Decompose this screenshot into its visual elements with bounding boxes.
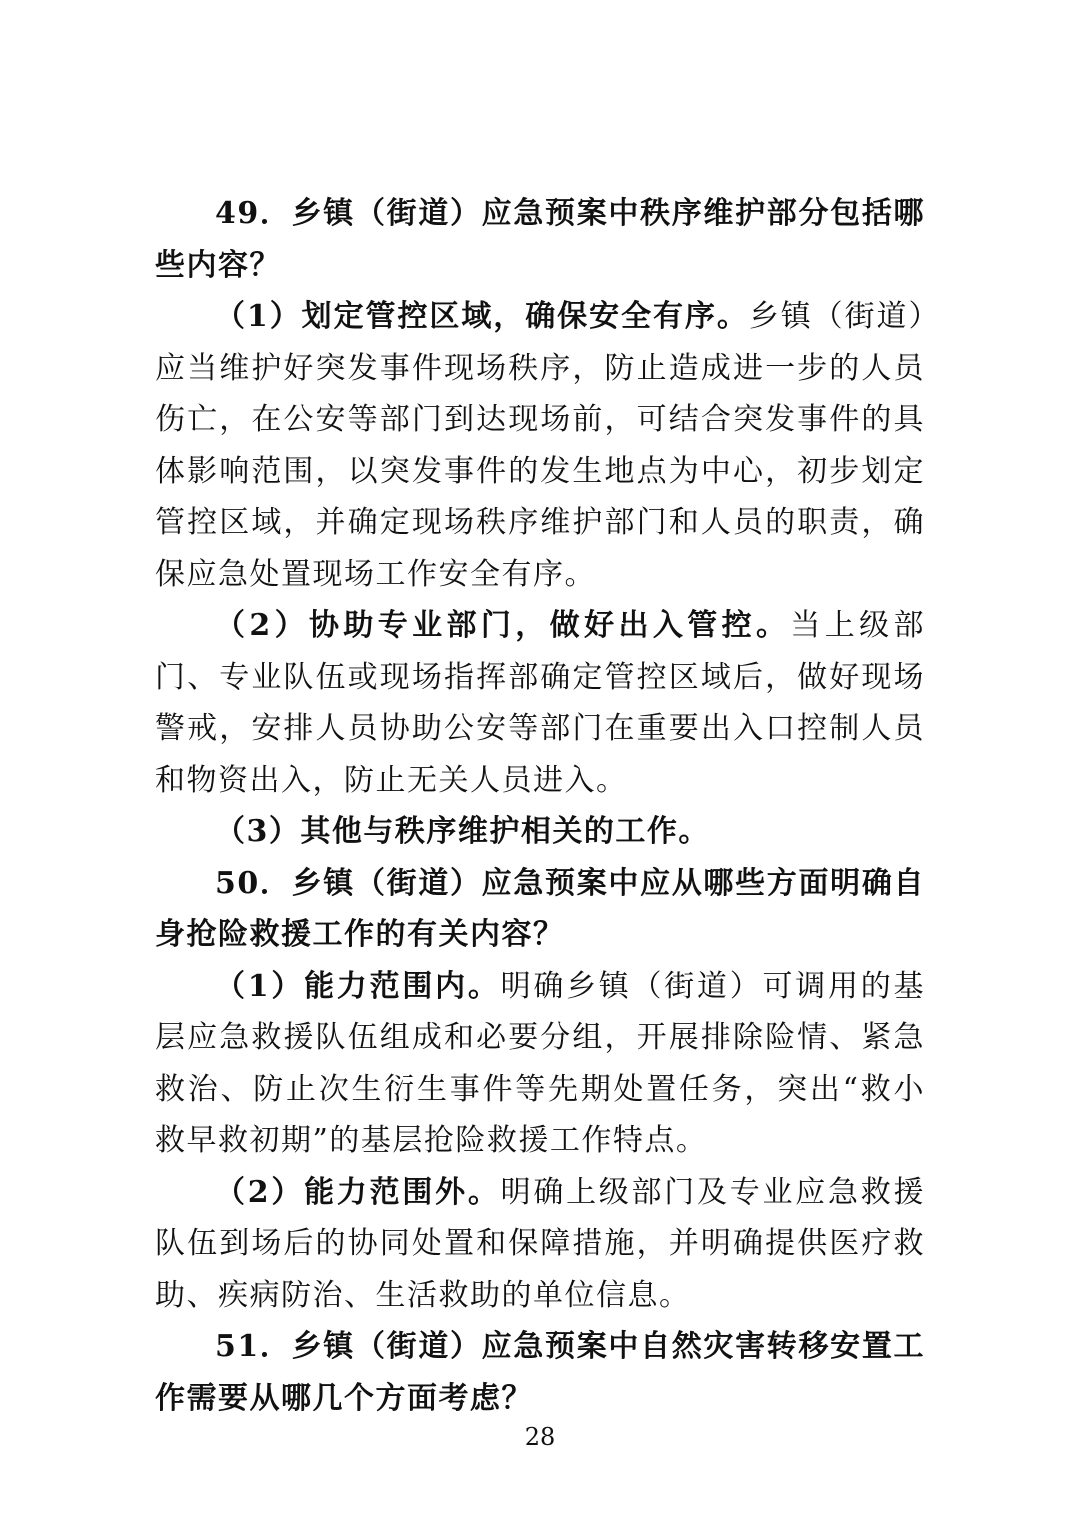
answer-49-1 — [155, 291, 925, 600]
answer-lead: （2）能力范围外。 — [215, 1174, 501, 1210]
answer-lead: （2）协助专业部门，做好出入管控。 — [215, 608, 791, 643]
answer-lead: （3）其他与秩序维护相关的工作。 — [215, 814, 710, 849]
answer-lead: （1）划定管控区域，确保安全有序。 — [215, 299, 749, 334]
answer-49-2 — [155, 600, 925, 806]
page-number: 28 — [524, 1423, 556, 1451]
question-51: 51．乡镇（街道）应急预案中自然灾害转移安置工作需要从哪几个方面考虑？ — [155, 1329, 925, 1416]
answer-lead: （1）能力范围内。 — [215, 968, 501, 1004]
answer-body: 当上级部门、专业队伍或现场指挥部确定管控区域后，做好现场警戒，安排人员协助公安等部门在重要出入口控制人员和物资出入，防止无关人员进入。 — [155, 608, 926, 798]
answer-body: 乡镇（街道）应当维护好突发事件现场秩序，防止造成进一步的人员伤亡，在公安等部门到达现场前，可结合突发事件的具体影响范围，以突发事件的发生地点为中心，初步划定管控区域，并确定现场秩序维护部门和人员的职责，确保应急处置现场工作安全有序。 — [155, 299, 925, 592]
answer-50-1 — [155, 961, 925, 1167]
page-content — [155, 188, 925, 1424]
answer-body: 明确乡镇（街道）可调用的基层应急救援队伍组成和必要分组，开展排除险情、紧急救治、防止次生衍生事件等先期处置任务，突出“救小救早救初期”的基层抢险救援工作特点。 — [155, 968, 926, 1158]
answer-body: 明确上级部门及专业应急救援队伍到场后的协同处置和保障措施，并明确提供医疗救助、疾病防治、生活救助的单位信息。 — [155, 1174, 926, 1313]
answer-49-3 — [155, 806, 925, 858]
question-50: 50．乡镇（街道）应急预案中应从哪些方面明确自身抢险救援工作的有关内容？ — [155, 865, 925, 952]
answer-50-2 — [155, 1167, 925, 1322]
question-49: 49．乡镇（街道）应急预案中秩序维护部分包括哪些内容？ — [155, 196, 925, 283]
